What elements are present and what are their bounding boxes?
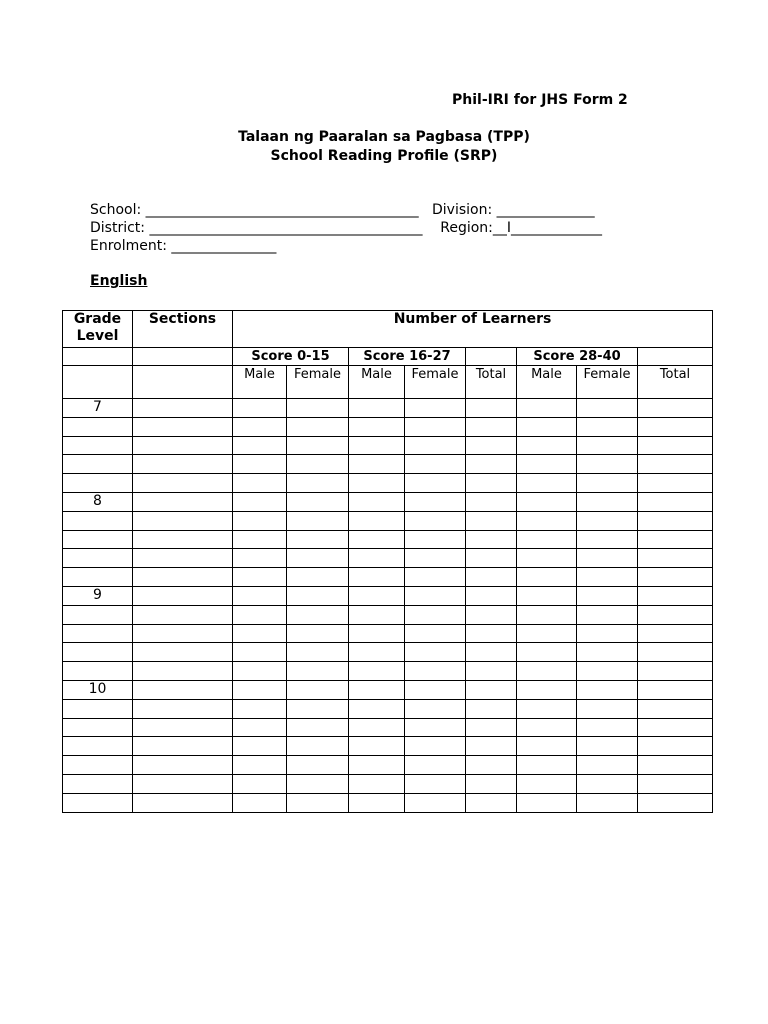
count-cell[interactable] [349,699,405,718]
count-cell[interactable] [349,774,405,793]
empty-cell [133,366,233,399]
table-row [63,605,713,624]
count-cell[interactable] [517,417,577,436]
count-cell[interactable] [405,756,466,775]
count-cell[interactable] [405,492,466,511]
count-cell[interactable] [349,718,405,737]
count-cell[interactable] [466,511,517,530]
count-cell[interactable] [405,793,466,812]
sections-header: Sections [133,311,233,348]
count-cell[interactable] [233,680,287,699]
count-cell[interactable] [517,643,577,662]
table-row [63,718,713,737]
table-row [63,774,713,793]
grade-level-cell [63,737,133,756]
count-cell[interactable] [466,474,517,493]
count-cell[interactable] [466,737,517,756]
grade-level-cell [63,511,133,530]
male-header: Male [517,366,577,399]
section-cell[interactable] [133,737,233,756]
count-cell[interactable] [287,756,349,775]
count-cell[interactable] [466,793,517,812]
score-0-15-header: Score 0-15 [233,348,349,366]
count-cell[interactable] [638,586,713,605]
count-cell[interactable] [233,699,287,718]
gender-header-row [63,366,713,399]
grade-level-cell [63,549,133,568]
count-cell[interactable] [466,680,517,699]
count-cell[interactable] [517,586,577,605]
count-cell[interactable] [517,793,577,812]
count-cell[interactable] [466,718,517,737]
count-cell[interactable] [517,774,577,793]
female-header: Female [405,366,466,399]
count-cell[interactable] [577,643,638,662]
count-cell[interactable] [577,436,638,455]
count-cell[interactable] [233,774,287,793]
grade-level-cell [63,417,133,436]
count-cell[interactable] [466,774,517,793]
count-cell[interactable] [233,417,287,436]
empty-cell [63,366,133,399]
count-cell[interactable] [233,605,287,624]
count-cell[interactable] [638,568,713,587]
grade-level-cell [63,568,133,587]
count-cell[interactable] [405,624,466,643]
count-cell[interactable] [405,718,466,737]
table-row [63,737,713,756]
count-cell[interactable] [638,455,713,474]
grade-level-cell: 8 [63,492,133,511]
count-cell[interactable] [405,399,466,418]
count-cell[interactable] [287,586,349,605]
count-cell[interactable] [517,624,577,643]
count-cell[interactable] [466,605,517,624]
total-header: Total [638,366,713,399]
count-cell[interactable] [287,774,349,793]
count-cell[interactable] [638,662,713,681]
grade-level-cell [63,699,133,718]
score-28-40-header: Score 28-40 [517,348,638,366]
count-cell[interactable] [577,737,638,756]
count-cell[interactable] [466,586,517,605]
count-cell[interactable] [349,474,405,493]
count-cell[interactable] [466,549,517,568]
female-header: Female [287,366,349,399]
count-cell[interactable] [349,549,405,568]
grade-level-cell: 7 [63,399,133,418]
empty-cell [63,348,133,366]
count-cell[interactable] [577,624,638,643]
count-cell[interactable] [638,530,713,549]
count-cell[interactable] [233,511,287,530]
count-cell[interactable] [577,549,638,568]
count-cell[interactable] [405,455,466,474]
grade-level-cell [63,643,133,662]
count-cell[interactable] [405,474,466,493]
count-cell[interactable] [638,737,713,756]
empty-cell [466,348,517,366]
count-cell[interactable] [287,455,349,474]
count-cell[interactable] [638,624,713,643]
form-title [0,128,768,166]
grade-level-cell [63,793,133,812]
count-cell[interactable] [577,662,638,681]
count-cell[interactable] [466,624,517,643]
section-cell[interactable] [133,756,233,775]
count-cell[interactable] [405,643,466,662]
grade-level-cell [63,756,133,775]
table-row [63,549,713,568]
count-cell[interactable] [233,737,287,756]
count-cell[interactable] [466,756,517,775]
table-row [63,680,713,699]
count-cell[interactable] [517,680,577,699]
count-cell[interactable] [233,756,287,775]
count-cell[interactable] [638,511,713,530]
count-cell[interactable] [638,793,713,812]
count-cell[interactable] [405,662,466,681]
count-cell[interactable] [466,455,517,474]
count-cell[interactable] [577,605,638,624]
count-cell[interactable] [233,793,287,812]
count-cell[interactable] [638,399,713,418]
count-cell[interactable] [466,699,517,718]
count-cell[interactable] [349,643,405,662]
form-code: Phil-IRI for JHS Form 2 [452,92,628,108]
section-cell[interactable] [133,530,233,549]
count-cell[interactable] [638,492,713,511]
table-row [63,643,713,662]
grade-level-cell [63,474,133,493]
count-cell[interactable] [287,793,349,812]
count-cell[interactable] [287,605,349,624]
empty-cell [133,348,233,366]
count-cell[interactable] [349,605,405,624]
count-cell[interactable] [466,417,517,436]
count-cell[interactable] [577,530,638,549]
section-cell[interactable] [133,436,233,455]
count-cell[interactable] [287,492,349,511]
table-row [63,756,713,775]
table-row [63,511,713,530]
number-of-learners-header: Number of Learners [233,311,713,348]
count-cell[interactable] [638,774,713,793]
count-cell[interactable] [287,511,349,530]
male-header: Male [233,366,287,399]
count-cell[interactable] [577,511,638,530]
count-cell[interactable] [638,436,713,455]
count-cell[interactable] [466,643,517,662]
count-cell[interactable] [287,417,349,436]
grade-level-cell [63,436,133,455]
grade-level-cell: 9 [63,586,133,605]
count-cell[interactable] [349,756,405,775]
count-cell[interactable] [577,417,638,436]
count-cell[interactable] [577,474,638,493]
table-row [63,662,713,681]
count-cell[interactable] [517,756,577,775]
table-row [63,568,713,587]
total-header: Total [466,366,517,399]
count-cell[interactable] [405,417,466,436]
count-cell[interactable] [517,699,577,718]
count-cell[interactable] [577,399,638,418]
section-cell[interactable] [133,774,233,793]
count-cell[interactable] [233,662,287,681]
grade-level-cell [63,718,133,737]
table-header-row [63,311,713,348]
count-cell[interactable] [287,399,349,418]
count-cell[interactable] [233,586,287,605]
count-cell[interactable] [466,530,517,549]
table-row [63,699,713,718]
count-cell[interactable] [233,624,287,643]
table-row [63,530,713,549]
grade-level-cell [63,774,133,793]
count-cell[interactable] [233,474,287,493]
empty-cell [638,348,713,366]
section-cell[interactable] [133,643,233,662]
grade-level-header: Grade Level [63,311,133,348]
count-cell[interactable] [517,474,577,493]
count-cell[interactable] [233,455,287,474]
section-cell[interactable] [133,793,233,812]
count-cell[interactable] [233,718,287,737]
section-cell[interactable] [133,399,233,418]
count-cell[interactable] [405,436,466,455]
count-cell[interactable] [517,511,577,530]
score-16-27-header: Score 16-27 [349,348,466,366]
grade-level-cell [63,624,133,643]
count-cell[interactable] [577,680,638,699]
count-cell[interactable] [517,530,577,549]
section-cell[interactable] [133,474,233,493]
count-cell[interactable] [638,680,713,699]
table-row [63,586,713,605]
count-cell[interactable] [517,718,577,737]
enrolment-line: Enrolment: _______________ [90,238,277,254]
female-header: Female [577,366,638,399]
section-cell[interactable] [133,586,233,605]
count-cell[interactable] [517,492,577,511]
count-cell[interactable] [233,530,287,549]
count-cell[interactable] [638,417,713,436]
count-cell[interactable] [517,549,577,568]
section-cell[interactable] [133,492,233,511]
count-cell[interactable] [233,643,287,662]
count-cell[interactable] [638,605,713,624]
count-cell[interactable] [287,474,349,493]
count-cell[interactable] [577,756,638,775]
table-row [63,436,713,455]
section-cell[interactable] [133,699,233,718]
count-cell[interactable] [349,586,405,605]
section-cell[interactable] [133,718,233,737]
section-cell[interactable] [133,455,233,474]
grade-level-cell [63,662,133,681]
table-row [63,624,713,643]
count-cell[interactable] [349,492,405,511]
count-cell[interactable] [349,436,405,455]
count-cell[interactable] [233,436,287,455]
count-cell[interactable] [405,737,466,756]
count-cell[interactable] [405,774,466,793]
count-cell[interactable] [638,643,713,662]
title-filipino: Talaan ng Paaralan sa Pagbasa (TPP) [238,129,530,145]
table-row [63,417,713,436]
section-cell[interactable] [133,624,233,643]
count-cell[interactable] [287,718,349,737]
count-cell[interactable] [349,737,405,756]
count-cell[interactable] [287,568,349,587]
count-cell[interactable] [638,474,713,493]
count-cell[interactable] [349,530,405,549]
count-cell[interactable] [405,680,466,699]
count-cell[interactable] [287,737,349,756]
count-cell[interactable] [577,718,638,737]
section-cell[interactable] [133,605,233,624]
score-header-row [63,348,713,366]
count-cell[interactable] [638,718,713,737]
grade-level-cell: 10 [63,680,133,699]
count-cell[interactable] [349,662,405,681]
count-cell[interactable] [577,455,638,474]
count-cell[interactable] [577,568,638,587]
section-cell[interactable] [133,549,233,568]
title-english: School Reading Profile (SRP) [270,148,498,164]
count-cell[interactable] [577,492,638,511]
count-cell[interactable] [517,737,577,756]
count-cell[interactable] [577,699,638,718]
school-division-line: School: _______________________________________ Division: ______________ [90,202,595,218]
table-row [63,492,713,511]
count-cell[interactable] [349,568,405,587]
count-cell[interactable] [405,586,466,605]
count-cell[interactable] [466,399,517,418]
count-cell[interactable] [466,568,517,587]
count-cell[interactable] [638,756,713,775]
count-cell[interactable] [233,399,287,418]
section-cell[interactable] [133,417,233,436]
count-cell[interactable] [287,699,349,718]
count-cell[interactable] [233,568,287,587]
count-cell[interactable] [349,399,405,418]
count-cell[interactable] [517,568,577,587]
count-cell[interactable] [517,455,577,474]
count-cell[interactable] [466,436,517,455]
count-cell[interactable] [405,511,466,530]
count-cell[interactable] [577,774,638,793]
section-cell[interactable] [133,680,233,699]
subject-label: English [90,273,148,289]
count-cell[interactable] [287,530,349,549]
section-cell[interactable] [133,662,233,681]
grade-level-cell [63,455,133,474]
reading-profile-table [62,310,713,813]
count-cell[interactable] [349,455,405,474]
count-cell[interactable] [638,549,713,568]
count-cell[interactable] [349,417,405,436]
grade-level-cell [63,530,133,549]
count-cell[interactable] [349,511,405,530]
count-cell[interactable] [638,699,713,718]
count-cell[interactable] [349,793,405,812]
count-cell[interactable] [517,436,577,455]
district-region-line: District: _______________________________________ Region:__I_____________ [90,220,603,236]
count-cell[interactable] [233,549,287,568]
count-cell[interactable] [517,662,577,681]
count-cell[interactable] [577,586,638,605]
count-cell[interactable] [405,605,466,624]
section-cell[interactable] [133,511,233,530]
count-cell[interactable] [466,492,517,511]
table-row [63,474,713,493]
count-cell[interactable] [577,793,638,812]
male-header: Male [349,366,405,399]
count-cell[interactable] [287,680,349,699]
count-cell[interactable] [405,530,466,549]
table-row [63,399,713,418]
table-row [63,793,713,812]
count-cell[interactable] [287,624,349,643]
count-cell[interactable] [405,699,466,718]
count-cell[interactable] [287,549,349,568]
count-cell[interactable] [405,549,466,568]
grade-level-cell [63,605,133,624]
count-cell[interactable] [287,643,349,662]
count-cell[interactable] [349,680,405,699]
count-cell[interactable] [466,662,517,681]
count-cell[interactable] [349,624,405,643]
count-cell[interactable] [287,662,349,681]
count-cell[interactable] [517,399,577,418]
count-cell[interactable] [287,436,349,455]
count-cell[interactable] [233,492,287,511]
section-cell[interactable] [133,568,233,587]
table-row [63,455,713,474]
count-cell[interactable] [517,605,577,624]
count-cell[interactable] [405,568,466,587]
